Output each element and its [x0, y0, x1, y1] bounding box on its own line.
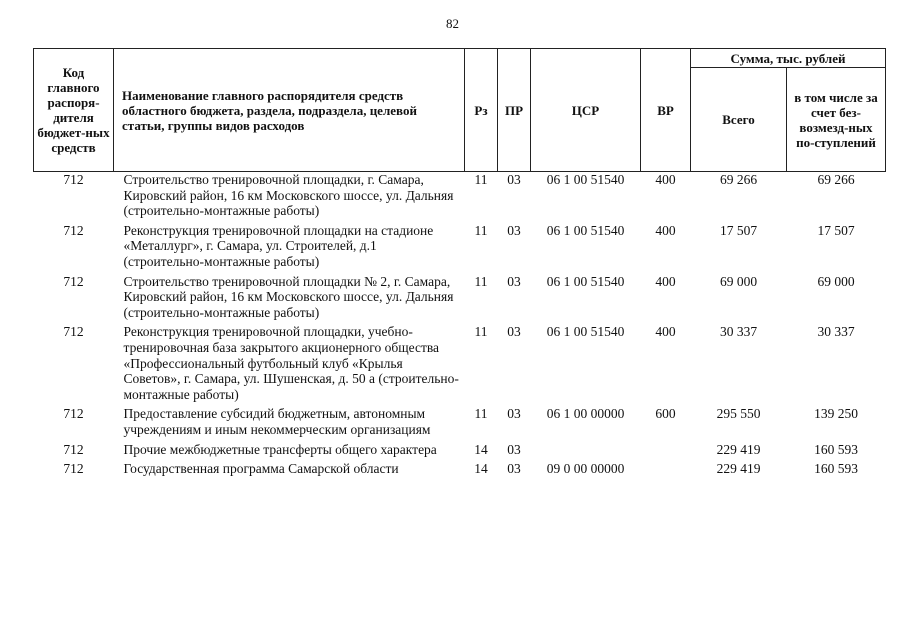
cell-free: 69 266 — [817, 172, 855, 187]
cell-vr: 400 — [655, 222, 676, 238]
cell-free: 160 593 — [814, 461, 858, 477]
cell-vr: 400 — [655, 273, 676, 289]
cell-name: Прочие межбюджетные трансферты общего характера — [123, 441, 437, 457]
cell-name: Реконструкция тренировочной площадки на стадионе «Металлург», г. Самара, ул. Строителей, д.1 (строительно-монтажные работы) — [123, 222, 434, 269]
cell-vr: 400 — [655, 172, 676, 187]
cell-code: 712 — [63, 273, 84, 289]
cell-total: 229 419 — [716, 461, 761, 477]
header-name: Наименование главного распорядителя средств областного бюджета, раздела, подраздела, целевой статьи, группы видов расходов — [114, 49, 465, 172]
cell-name: Строительство тренировочной площадки № 2, г. Самара, Кировский район, 16 км Московского шоссе, ул. Дальняя (строительно-монтажные работы) — [123, 273, 454, 320]
cell-csr: 09 0 00 00000 — [546, 461, 625, 477]
cell-csr: 06 1 00 51540 — [546, 324, 625, 340]
cell-code: 712 — [63, 222, 84, 238]
cell-total: 69 000 — [719, 273, 758, 289]
cell-csr: 06 1 00 00000 — [546, 406, 625, 422]
cell-pr: 03 — [507, 172, 521, 187]
cell-rz: 11 — [474, 273, 488, 289]
cell-name: Государственная программа Самарской области — [123, 461, 399, 477]
cell-vr: 400 — [655, 324, 676, 340]
header-vr: ВР — [641, 49, 691, 172]
cell-vr: 600 — [655, 406, 676, 422]
cell-code: 712 — [63, 324, 84, 340]
cell-pr: 03 — [507, 324, 521, 340]
cell-free: 17 507 — [817, 222, 855, 238]
cell-name: Предоставление субсидий бюджетным, автономным учреждениям и иным некоммерческим организациям — [123, 406, 431, 437]
header-free: в том числе за счет без-возмезд-ных по-ступлений — [787, 68, 886, 172]
header-csr: ЦСР — [531, 49, 641, 172]
table-row — [34, 324, 886, 406]
cell-vr — [641, 442, 691, 462]
header-sum: Сумма, тыс. рублей — [691, 49, 886, 68]
cell-pr: 03 — [507, 441, 521, 457]
cell-csr: 06 1 00 51540 — [546, 172, 625, 187]
cell-code: 712 — [63, 172, 84, 187]
cell-vr — [641, 461, 691, 481]
cell-free: 30 337 — [817, 324, 855, 340]
table-body — [34, 172, 886, 481]
cell-code: 712 — [63, 441, 84, 457]
cell-rz: 11 — [474, 324, 488, 340]
cell-code: 712 — [63, 461, 84, 477]
cell-name: Реконструкция тренировочной площадки, учебно-тренировочная база закрытого акционерного общества «Профессиональный футбольный клуб «Крылья Советов», г. Самара, ул. Шушенская, д. 50 а (строительно-монтажные работы) — [123, 324, 459, 402]
table-row — [34, 223, 886, 274]
cell-pr: 03 — [507, 461, 521, 477]
header-pr: ПР — [498, 49, 531, 172]
cell-pr: 03 — [507, 222, 521, 238]
cell-csr: 06 1 00 51540 — [546, 273, 625, 289]
cell-pr: 03 — [507, 406, 521, 422]
table-row — [34, 461, 886, 481]
cell-csr: 06 1 00 51540 — [546, 222, 625, 238]
table-row — [34, 274, 886, 325]
cell-pr: 03 — [507, 273, 521, 289]
cell-total: 69 266 — [719, 172, 758, 187]
cell-rz: 11 — [474, 222, 488, 238]
table-row — [34, 406, 886, 441]
table-row — [34, 442, 886, 462]
table-row — [34, 172, 886, 223]
cell-rz: 14 — [474, 441, 488, 457]
cell-free: 160 593 — [814, 441, 858, 457]
budget-table — [33, 48, 886, 481]
cell-rz: 14 — [474, 461, 488, 477]
cell-total: 30 337 — [719, 324, 758, 340]
cell-code: 712 — [63, 406, 84, 422]
cell-total: 229 419 — [716, 441, 761, 457]
header-code: Код главного распоря-дителя бюджет-ных средств — [34, 49, 114, 172]
cell-free: 69 000 — [817, 273, 855, 289]
header-total: Всего — [691, 68, 787, 172]
cell-total: 295 550 — [716, 406, 761, 422]
cell-name: Строительство тренировочной площадки, г. Самара, Кировский район, 16 км Московского шоссе, ул. Дальняя (строительно-монтажные работы) — [123, 172, 454, 219]
table-header — [34, 49, 886, 172]
cell-csr — [531, 442, 641, 462]
cell-rz: 11 — [474, 172, 488, 187]
cell-total: 17 507 — [719, 222, 758, 238]
cell-free: 139 250 — [814, 406, 858, 422]
header-rz: Рз — [465, 49, 498, 172]
page-number: 82 — [446, 16, 459, 31]
cell-rz: 11 — [474, 406, 488, 422]
